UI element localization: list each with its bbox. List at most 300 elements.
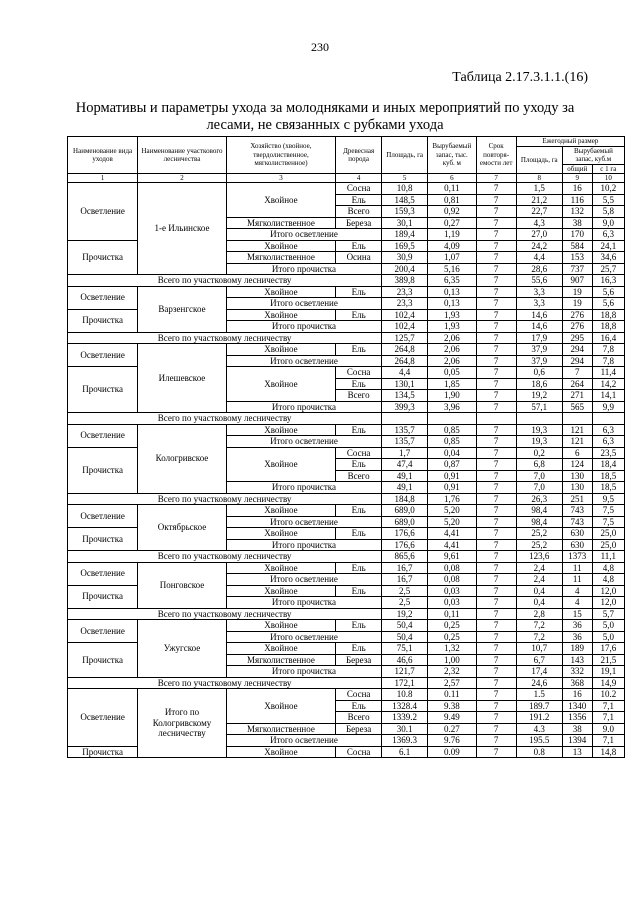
cell: 2,06 bbox=[428, 344, 476, 356]
cell: 16,3 bbox=[592, 275, 624, 287]
cell: 2,57 bbox=[428, 677, 476, 689]
species: Ель bbox=[336, 562, 382, 574]
cell: 0,92 bbox=[428, 206, 476, 218]
care-type: Осветление bbox=[68, 562, 138, 585]
cell: 7 bbox=[476, 194, 516, 206]
cell: 7 bbox=[476, 459, 516, 471]
cell: 25,7 bbox=[592, 263, 624, 275]
header-cell: Хозяйство (хвойное, твердолиственное, мягколиственное) bbox=[226, 137, 335, 174]
forestry-name: Варзенгское bbox=[138, 286, 227, 332]
cell: 17,9 bbox=[516, 332, 562, 344]
cell: 184,8 bbox=[382, 493, 428, 505]
table-row bbox=[68, 275, 625, 287]
cell: 200,4 bbox=[382, 263, 428, 275]
cell: 9,0 bbox=[592, 217, 624, 229]
cell: 102,4 bbox=[382, 309, 428, 321]
cell: 7,1 bbox=[592, 735, 624, 747]
cell: 37,9 bbox=[516, 355, 562, 367]
economy-type: Хвойное bbox=[226, 643, 335, 655]
cell: 4,41 bbox=[428, 528, 476, 540]
table-title: Нормативы и параметры ухода за молодняками и иных мероприятий по уходу за лесами, не связанных с рубками ухода bbox=[75, 100, 575, 133]
cell: 0.8 bbox=[516, 746, 562, 758]
cell: 251 bbox=[562, 493, 592, 505]
cell: 36 bbox=[562, 620, 592, 632]
cell: 7 bbox=[562, 367, 592, 379]
cell: 3,3 bbox=[516, 286, 562, 298]
cell: 294 bbox=[562, 355, 592, 367]
cell: 75,1 bbox=[382, 643, 428, 655]
cell: 159,3 bbox=[382, 206, 428, 218]
cell: 6,35 bbox=[428, 275, 476, 287]
cell: 7 bbox=[476, 631, 516, 643]
care-type: Осветление bbox=[68, 183, 138, 241]
cell: 7 bbox=[476, 275, 516, 287]
cell: 0,87 bbox=[428, 459, 476, 471]
cell: 18,4 bbox=[592, 459, 624, 471]
species: Ель bbox=[336, 585, 382, 597]
cell: 7 bbox=[476, 424, 516, 436]
cell: 6.1 bbox=[382, 746, 428, 758]
cell: 7,5 bbox=[592, 516, 624, 528]
cell: 7 bbox=[476, 585, 516, 597]
subtotal-label: Итого осветление bbox=[226, 516, 381, 528]
cell: 132 bbox=[562, 206, 592, 218]
header-cell: Наименование вида уходов bbox=[68, 137, 138, 174]
economy-type: Хвойное bbox=[226, 183, 335, 218]
cell: 4,3 bbox=[516, 217, 562, 229]
cell: 7 bbox=[476, 206, 516, 218]
cell: 5,6 bbox=[592, 298, 624, 310]
total-label: Всего по участковому лесничеству bbox=[68, 332, 382, 344]
economy-type: Мягколиственное bbox=[226, 723, 335, 735]
cell: 25,2 bbox=[516, 539, 562, 551]
cell: 176,6 bbox=[382, 528, 428, 540]
cell: 6 bbox=[562, 447, 592, 459]
cell: 0,85 bbox=[428, 436, 476, 448]
species: Ель bbox=[336, 240, 382, 252]
cell: 5,7 bbox=[592, 608, 624, 620]
cell: 7 bbox=[476, 654, 516, 666]
table-row bbox=[68, 677, 625, 689]
cell: 7,0 bbox=[516, 482, 562, 494]
cell: 7,8 bbox=[592, 355, 624, 367]
cell: 11 bbox=[562, 562, 592, 574]
subtotal-label: Итого осветление bbox=[226, 298, 381, 310]
cell: 5,16 bbox=[428, 263, 476, 275]
cell: 10,7 bbox=[516, 643, 562, 655]
cell: 9.38 bbox=[428, 700, 476, 712]
cell: 21,2 bbox=[516, 194, 562, 206]
cell: 49,1 bbox=[382, 470, 428, 482]
cell: 7 bbox=[476, 321, 516, 333]
cell: 865,6 bbox=[382, 551, 428, 563]
cell: 10,8 bbox=[382, 183, 428, 195]
cell: 1,00 bbox=[428, 654, 476, 666]
cell: 9.76 bbox=[428, 735, 476, 747]
cell: 10.8 bbox=[382, 689, 428, 701]
cell bbox=[382, 413, 428, 425]
care-type: Прочистка bbox=[68, 367, 138, 413]
economy-type: Хвойное bbox=[226, 562, 335, 574]
cell: 130,1 bbox=[382, 378, 428, 390]
cell: 389,8 bbox=[382, 275, 428, 287]
cell: 1,19 bbox=[428, 229, 476, 241]
cell: 116 bbox=[562, 194, 592, 206]
cell: 368 bbox=[562, 677, 592, 689]
cell: 7 bbox=[476, 666, 516, 678]
economy-type: Хвойное bbox=[226, 505, 335, 517]
column-number: 6 bbox=[428, 174, 476, 183]
page-number: 230 bbox=[311, 40, 329, 54]
cell: 7 bbox=[476, 677, 516, 689]
care-type: Осветление bbox=[68, 620, 138, 643]
cell: 7,2 bbox=[516, 620, 562, 632]
cell: 2,8 bbox=[516, 608, 562, 620]
cell: 1,5 bbox=[516, 183, 562, 195]
cell: 189.7 bbox=[516, 700, 562, 712]
column-number: 7 bbox=[476, 174, 516, 183]
subtotal-label: Итого осветление bbox=[226, 735, 381, 747]
header-cell: Вырубаемый запас, тыс. куб. м bbox=[428, 137, 476, 174]
cell: 189 bbox=[562, 643, 592, 655]
cell: 169,5 bbox=[382, 240, 428, 252]
species: Ель bbox=[336, 643, 382, 655]
cell: 7 bbox=[476, 528, 516, 540]
cell: 4,8 bbox=[592, 574, 624, 586]
care-type: Осветление bbox=[68, 689, 138, 747]
cell: 19,3 bbox=[516, 436, 562, 448]
cell: 50,4 bbox=[382, 620, 428, 632]
cell: 34,6 bbox=[592, 252, 624, 264]
cell: 1,7 bbox=[382, 447, 428, 459]
cell: 0,13 bbox=[428, 298, 476, 310]
table-row bbox=[68, 505, 625, 517]
cell: 7 bbox=[476, 378, 516, 390]
forestry-name: Октябрьское bbox=[138, 505, 227, 551]
cell: 5,0 bbox=[592, 620, 624, 632]
cell: 15 bbox=[562, 608, 592, 620]
cell: 25,2 bbox=[516, 528, 562, 540]
cell: 7 bbox=[476, 332, 516, 344]
cell: 16,7 bbox=[382, 574, 428, 586]
cell: 25,0 bbox=[592, 528, 624, 540]
table-row bbox=[68, 551, 625, 563]
cell: 7 bbox=[476, 229, 516, 241]
cell bbox=[592, 413, 624, 425]
cell: 2,06 bbox=[428, 332, 476, 344]
cell: 21,5 bbox=[592, 654, 624, 666]
cell: 7,5 bbox=[592, 505, 624, 517]
cell: 125,7 bbox=[382, 332, 428, 344]
table-row bbox=[68, 493, 625, 505]
total-label: Всего по участковому лесничеству bbox=[68, 551, 382, 563]
cell: 7 bbox=[476, 620, 516, 632]
cell: 7 bbox=[476, 505, 516, 517]
cell: 24,6 bbox=[516, 677, 562, 689]
cell: 689,0 bbox=[382, 505, 428, 517]
cell: 47,4 bbox=[382, 459, 428, 471]
cell: 0,91 bbox=[428, 470, 476, 482]
norms-table bbox=[67, 136, 625, 758]
cell: 0,4 bbox=[516, 585, 562, 597]
cell: 134,5 bbox=[382, 390, 428, 402]
cell: 9,61 bbox=[428, 551, 476, 563]
cell: 2,5 bbox=[382, 585, 428, 597]
economy-type: Хвойное bbox=[226, 746, 335, 758]
cell: 4,09 bbox=[428, 240, 476, 252]
cell: 18,8 bbox=[592, 321, 624, 333]
cell: 130 bbox=[562, 482, 592, 494]
cell: 16,7 bbox=[382, 562, 428, 574]
cell: 7 bbox=[476, 723, 516, 735]
column-number: 2 bbox=[138, 174, 227, 183]
cell: 9,9 bbox=[592, 401, 624, 413]
total-label: Всего по участковому лесничеству bbox=[68, 413, 382, 425]
cell: 0.27 bbox=[428, 723, 476, 735]
cell: 195.5 bbox=[516, 735, 562, 747]
economy-type: Хвойное bbox=[226, 424, 335, 436]
cell: 16 bbox=[562, 183, 592, 195]
species: Сосна bbox=[336, 689, 382, 701]
cell: 1,93 bbox=[428, 321, 476, 333]
cell: 18,8 bbox=[592, 309, 624, 321]
cell: 7 bbox=[476, 516, 516, 528]
cell: 143 bbox=[562, 654, 592, 666]
cell: 3,96 bbox=[428, 401, 476, 413]
cell: 1369.3 bbox=[382, 735, 428, 747]
cell: 737 bbox=[562, 263, 592, 275]
cell: 13 bbox=[562, 746, 592, 758]
cell: 332 bbox=[562, 666, 592, 678]
table-row bbox=[68, 562, 625, 574]
species: Ель bbox=[336, 344, 382, 356]
cell: 7,1 bbox=[592, 712, 624, 724]
cell: 7 bbox=[476, 298, 516, 310]
cell: 294 bbox=[562, 344, 592, 356]
cell: 7 bbox=[476, 470, 516, 482]
species: Всего bbox=[336, 470, 382, 482]
cell: 14,1 bbox=[592, 390, 624, 402]
subtotal-label: Итого прочистка bbox=[226, 539, 381, 551]
cell: 172,1 bbox=[382, 677, 428, 689]
cell: 295 bbox=[562, 332, 592, 344]
cell: 50,4 bbox=[382, 631, 428, 643]
species: Всего bbox=[336, 390, 382, 402]
forestry-name: Ужугское bbox=[138, 620, 227, 678]
cell: 0,6 bbox=[516, 367, 562, 379]
cell: 264 bbox=[562, 378, 592, 390]
cell: 24,1 bbox=[592, 240, 624, 252]
economy-type: Хвойное bbox=[226, 286, 335, 298]
cell: 7 bbox=[476, 240, 516, 252]
care-type: Прочистка bbox=[68, 240, 138, 275]
cell: 19,2 bbox=[516, 390, 562, 402]
cell: 9.49 bbox=[428, 712, 476, 724]
cell: 22,7 bbox=[516, 206, 562, 218]
cell: 10.2 bbox=[592, 689, 624, 701]
cell: 2,5 bbox=[382, 597, 428, 609]
cell: 135,7 bbox=[382, 424, 428, 436]
care-type: Осветление bbox=[68, 424, 138, 447]
species: Сосна bbox=[336, 367, 382, 379]
cell: 1,07 bbox=[428, 252, 476, 264]
cell: 7 bbox=[476, 252, 516, 264]
cell: 19,1 bbox=[592, 666, 624, 678]
species: Сосна bbox=[336, 183, 382, 195]
total-label: Всего по участковому лесничеству bbox=[68, 275, 382, 287]
cell: 6,7 bbox=[516, 654, 562, 666]
cell: 11,4 bbox=[592, 367, 624, 379]
cell: 7 bbox=[476, 355, 516, 367]
cell: 18,5 bbox=[592, 470, 624, 482]
cell: 0.11 bbox=[428, 689, 476, 701]
forestry-name: Кологривское bbox=[138, 424, 227, 493]
care-type: Прочистка bbox=[68, 528, 138, 551]
cell: 98,4 bbox=[516, 505, 562, 517]
cell: 16 bbox=[562, 689, 592, 701]
cell: 0,08 bbox=[428, 574, 476, 586]
cell: 907 bbox=[562, 275, 592, 287]
cell: 18,5 bbox=[592, 482, 624, 494]
cell: 7 bbox=[476, 367, 516, 379]
cell: 7 bbox=[476, 390, 516, 402]
species: Береза bbox=[336, 654, 382, 666]
cell: 19 bbox=[562, 286, 592, 298]
cell: 1.5 bbox=[516, 689, 562, 701]
cell: 121,7 bbox=[382, 666, 428, 678]
cell: 0,13 bbox=[428, 286, 476, 298]
subtotal-label: Итого прочистка bbox=[226, 482, 381, 494]
table-label: Таблица 2.17.3.1.1.(16) bbox=[452, 70, 588, 85]
cell: 4,4 bbox=[516, 252, 562, 264]
cell: 1394 bbox=[562, 735, 592, 747]
header-cell: Вырубаемый запас, куб.м bbox=[562, 146, 624, 164]
species: Ель bbox=[336, 700, 382, 712]
cell: 10,2 bbox=[592, 183, 624, 195]
table-row bbox=[68, 183, 625, 195]
table-row bbox=[68, 286, 625, 298]
cell: 49,1 bbox=[382, 482, 428, 494]
cell: 4,8 bbox=[592, 562, 624, 574]
cell: 7 bbox=[476, 574, 516, 586]
cell: 124 bbox=[562, 459, 592, 471]
economy-type: Хвойное bbox=[226, 240, 335, 252]
forestry-name: Понговское bbox=[138, 562, 227, 608]
cell: 7 bbox=[476, 286, 516, 298]
cell: 16,4 bbox=[592, 332, 624, 344]
economy-type: Мягколиственное bbox=[226, 654, 335, 666]
cell: 5,0 bbox=[592, 631, 624, 643]
header-cell: Площадь, га bbox=[516, 146, 562, 174]
cell: 121 bbox=[562, 424, 592, 436]
cell: 14,2 bbox=[592, 378, 624, 390]
cell: 4 bbox=[562, 585, 592, 597]
subtotal-label: Итого осветление bbox=[226, 436, 381, 448]
cell: 0,03 bbox=[428, 597, 476, 609]
cell: 7 bbox=[476, 700, 516, 712]
cell: 36 bbox=[562, 631, 592, 643]
subtotal-label: Итого прочистка bbox=[226, 321, 381, 333]
header-cell: Древесная порода bbox=[336, 137, 382, 174]
species: Ель bbox=[336, 620, 382, 632]
cell: 55,6 bbox=[516, 275, 562, 287]
cell: 14,8 bbox=[592, 746, 624, 758]
cell: 565 bbox=[562, 401, 592, 413]
cell: 7,0 bbox=[516, 470, 562, 482]
cell: 7 bbox=[476, 401, 516, 413]
cell: 1373 bbox=[562, 551, 592, 563]
cell: 4,41 bbox=[428, 539, 476, 551]
economy-type: Хвойное bbox=[226, 528, 335, 540]
cell: 7 bbox=[476, 746, 516, 758]
cell: 19,3 bbox=[516, 424, 562, 436]
species: Сосна bbox=[336, 746, 382, 758]
cell: 130 bbox=[562, 470, 592, 482]
cell: 0,2 bbox=[516, 447, 562, 459]
cell: 7 bbox=[476, 493, 516, 505]
header-cell: с 1 га bbox=[592, 164, 624, 174]
cell: 0,05 bbox=[428, 367, 476, 379]
cell: 0,27 bbox=[428, 217, 476, 229]
total-label: Всего по участковому лесничеству bbox=[68, 493, 382, 505]
cell: 630 bbox=[562, 528, 592, 540]
care-type: Осветление bbox=[68, 286, 138, 309]
table-row bbox=[68, 608, 625, 620]
cell: 271 bbox=[562, 390, 592, 402]
cell: 1,93 bbox=[428, 309, 476, 321]
cell: 3,3 bbox=[516, 298, 562, 310]
species: Ель bbox=[336, 378, 382, 390]
cell: 7 bbox=[476, 482, 516, 494]
economy-type: Хвойное bbox=[226, 447, 335, 482]
cell: 2,06 bbox=[428, 355, 476, 367]
cell: 11,1 bbox=[592, 551, 624, 563]
cell: 7 bbox=[476, 689, 516, 701]
care-type: Осветление bbox=[68, 505, 138, 528]
subtotal-label: Итого осветление bbox=[226, 229, 381, 241]
table-row bbox=[68, 620, 625, 632]
cell: 1339.2 bbox=[382, 712, 428, 724]
cell: 264,8 bbox=[382, 355, 428, 367]
cell: 23,3 bbox=[382, 286, 428, 298]
cell bbox=[562, 413, 592, 425]
economy-type: Хвойное bbox=[226, 689, 335, 724]
cell: 26,3 bbox=[516, 493, 562, 505]
subtotal-label: Итого прочистка bbox=[226, 263, 381, 275]
cell: 148,5 bbox=[382, 194, 428, 206]
total-label: Всего по участковому лесничеству bbox=[68, 677, 382, 689]
subtotal-label: Итого осветление bbox=[226, 355, 381, 367]
table-row bbox=[68, 413, 625, 425]
cell: 7,8 bbox=[592, 344, 624, 356]
cell: 191.2 bbox=[516, 712, 562, 724]
species: Всего bbox=[336, 712, 382, 724]
header-cell: Площадь, га bbox=[382, 137, 428, 174]
cell: 1,85 bbox=[428, 378, 476, 390]
cell: 4.3 bbox=[516, 723, 562, 735]
economy-type: Хвойное bbox=[226, 585, 335, 597]
cell: 7 bbox=[476, 562, 516, 574]
cell: 7 bbox=[476, 344, 516, 356]
species: Береза bbox=[336, 217, 382, 229]
cell bbox=[428, 413, 476, 425]
cell: 0,4 bbox=[516, 597, 562, 609]
cell: 19,2 bbox=[382, 608, 428, 620]
cell: 630 bbox=[562, 539, 592, 551]
cell: 1340 bbox=[562, 700, 592, 712]
cell: 0,11 bbox=[428, 608, 476, 620]
column-number: 9 bbox=[562, 174, 592, 183]
